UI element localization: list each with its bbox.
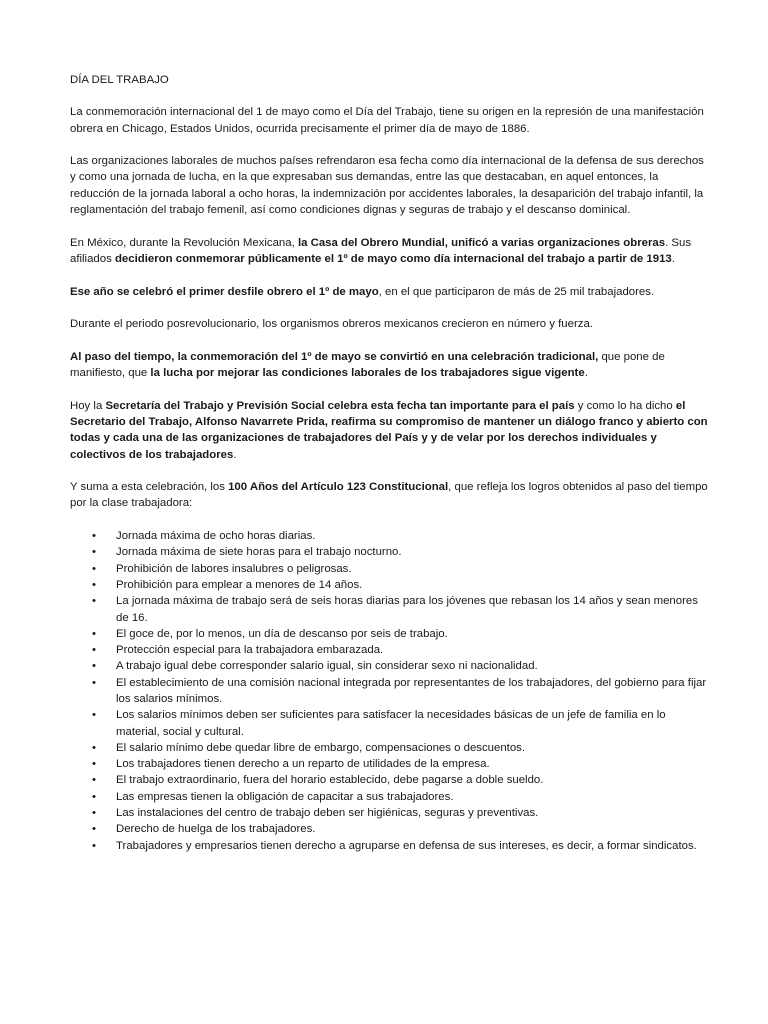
text-run: . xyxy=(671,252,675,265)
list-item xyxy=(70,626,710,642)
text-run: La conmemoración internacional del 1 de mayo como el Día del Trabajo, tiene su origen en la represión de una manifestación obrera en Chicago, Estados Unidos, ocurrida precisamente el primer día de mayo de 1886. xyxy=(70,106,704,135)
text-run: . xyxy=(233,448,237,461)
list-item xyxy=(70,544,710,560)
list-item-text: Las instalaciones del centro de trabajo deben ser higiénicas, seguras y preventivas. xyxy=(116,807,539,820)
bullet-icon: • xyxy=(92,758,96,771)
list-item-text: Las empresas tienen la obligación de capacitar a sus trabajadores. xyxy=(116,790,454,803)
paragraph xyxy=(70,316,710,332)
list-item xyxy=(70,593,710,626)
list-item xyxy=(70,756,710,772)
list-item-text: Derecho de huelga de los trabajadores. xyxy=(116,823,316,836)
bold-text: Al paso del tiempo, la conmemoración del 1º de mayo se convirtió en una celebración tradicional, xyxy=(70,350,599,363)
list-item xyxy=(70,789,710,805)
list-item-text: El salario mínimo debe quedar libre de embargo, compensaciones o descuentos. xyxy=(116,741,526,754)
bullet-icon: • xyxy=(92,644,96,657)
paragraph xyxy=(70,349,710,382)
list-item-text: A trabajo igual debe corresponder salario igual, sin considerar sexo ni nacionalidad. xyxy=(116,660,538,673)
text-run: y como lo ha dicho xyxy=(574,399,676,412)
bullet-icon: • xyxy=(92,790,96,803)
text-run: , en el que participaron de más de 25 mil trabajadores. xyxy=(378,285,655,298)
list-item-text: La jornada máxima de trabajo será de seis horas diarias para los jóvenes que rebasan los 14 años y sean menores de 16. xyxy=(116,595,698,624)
list-item xyxy=(70,528,710,544)
paragraph xyxy=(70,153,710,218)
bullet-icon: • xyxy=(92,839,96,852)
paragraph xyxy=(70,284,710,300)
list-item xyxy=(70,658,710,674)
paragraph xyxy=(70,479,710,512)
paragraph xyxy=(70,398,710,463)
text-run: Durante el periodo posrevolucionario, los organismos obreros mexicanos crecieron en número y fuerza. xyxy=(70,318,593,331)
list-item-text: El establecimiento de una comisión nacional integrada por representantes de los trabajadores, del gobierno para fijar los salarios mínimos. xyxy=(116,676,707,705)
text-run: que pone de manifiesto, que xyxy=(70,350,665,380)
list-item-text: Prohibición para emplear a menores de 14 años. xyxy=(116,578,363,591)
bullet-icon: • xyxy=(92,595,96,608)
list-item-text: Los trabajadores tienen derecho a un reparto de utilidades de la empresa. xyxy=(116,758,490,771)
list-item xyxy=(70,675,710,708)
bold-text: la Casa del Obrero Mundial, unificó a varias organizaciones obreras xyxy=(297,236,666,249)
list-item-text: Trabajadores y empresarios tienen derecho a agruparse en defensa de sus intereses, es decir, a formar sindicatos. xyxy=(116,839,697,852)
list-item xyxy=(70,740,710,756)
list-item-text: El goce de, por lo menos, un día de descanso por seis de trabajo. xyxy=(116,627,448,640)
list-item xyxy=(70,577,710,593)
bullet-icon: • xyxy=(92,660,96,673)
bold-text: la lucha por mejorar las condiciones laborales de los trabajadores sigue vigente xyxy=(150,367,585,380)
list-item xyxy=(70,772,710,788)
paragraph xyxy=(70,104,710,137)
list-item xyxy=(70,821,710,837)
bullet-icon: • xyxy=(92,709,96,722)
bullet-icon: • xyxy=(92,562,96,575)
text-run: , que refleja los logros obtenidos al paso del tiempo por la clase trabajadora: xyxy=(70,481,708,510)
bold-text: decidieron conmemorar públicamente el 1º de mayo como día internacional del trabajo a partir de 1913 xyxy=(114,252,672,265)
document-page xyxy=(70,72,710,854)
bullet-icon: • xyxy=(92,774,96,787)
list-item-text: Los salarios mínimos deben ser suficientes para satisfacer la necesidades básicas de un jefe de familia en lo material, social y cultural. xyxy=(116,709,666,738)
paragraph xyxy=(70,235,710,268)
bold-text: 100 Años del Artículo 123 Constitucional xyxy=(228,481,449,494)
list-item xyxy=(70,561,710,577)
bullet-icon: • xyxy=(92,807,96,820)
bullet-icon: • xyxy=(92,676,96,689)
list-item xyxy=(70,805,710,821)
text-run: Hoy la xyxy=(70,399,106,412)
list-item-text: Jornada máxima de siete horas para el trabajo nocturno. xyxy=(116,546,402,559)
bullet-icon: • xyxy=(92,741,96,754)
list-item-text: Jornada máxima de ocho horas diarias. xyxy=(116,530,316,543)
bullet-icon: • xyxy=(92,530,96,543)
list-item-text: El trabajo extraordinario, fuera del horario establecido, debe pagarse a doble sueldo. xyxy=(116,774,544,787)
text-run: Y suma a esta celebración, los xyxy=(70,481,229,494)
document-title: DÍA DEL TRABAJO xyxy=(70,74,169,86)
rights-list xyxy=(70,528,710,854)
text-run: . Sus afiliados xyxy=(70,236,692,265)
bullet-icon: • xyxy=(92,627,96,640)
list-item-text: Prohibición de labores insalubres o peligrosas. xyxy=(116,562,352,575)
document-body xyxy=(70,104,710,511)
bold-text: Ese año se celebró el primer desfile obrero el 1º de mayo xyxy=(70,285,379,298)
list-item-text: Protección especial para la trabajadora embarazada. xyxy=(116,644,384,657)
list-item xyxy=(70,707,710,740)
text-run: En México, durante la Revolución Mexicana, xyxy=(70,236,298,249)
bullet-icon: • xyxy=(92,823,96,836)
bullet-icon: • xyxy=(92,546,96,559)
bold-text: Secretaría del Trabajo y Previsión Social celebra esta fecha tan importante para el país xyxy=(105,399,575,412)
bold-text: el Secretario del Trabajo, Alfonso Navarrete Prida, reafirma su compromiso de mantener un diálogo franco y abierto con todas y cada una de las organizaciones de trabajadores del País y y de velar por los derechos individuales y colectivos de los trabajadores xyxy=(70,399,708,461)
bullet-icon: • xyxy=(92,578,96,591)
list-item xyxy=(70,642,710,658)
text-run: Las organizaciones laborales de muchos países refrendaron esa fecha como día internacional de la defensa de sus derechos y como una jornada de lucha, en la que expresaban sus demandas, entre las que destacaban, en aquel entonces, la reducción de la jornada laboral a ocho horas, la indemnización por accidentes laborales, la desaparición del trabajo infantil, la reglamentación del trabajo femenil, así como condiciones dignas y seguras de trabajo y el descanso dominical. xyxy=(70,155,704,217)
list-item xyxy=(70,838,710,854)
text-run: . xyxy=(584,367,588,380)
